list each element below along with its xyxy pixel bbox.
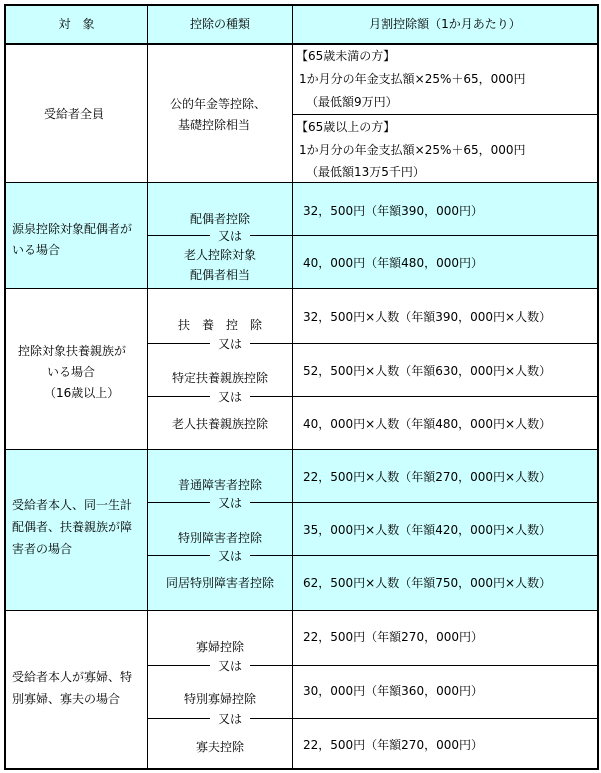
- amount-all-4: 【65歳以上の方】: [296, 120, 396, 134]
- target-dis-1: 受給者本人、同一生計: [12, 498, 133, 512]
- amount-spouse-2: 40，000円（年額480，000円）: [303, 256, 483, 270]
- target-dep-3: （16歳以上）: [44, 386, 120, 400]
- header-divider: [4, 43, 599, 45]
- amount-dep-1: 32，500円×人数（年額390，000円×人数）: [303, 310, 552, 324]
- or-wid-1: 又は: [210, 659, 250, 673]
- border-right: [597, 4, 599, 770]
- amount-dis-3: 62，500円×人数（年額750，000円×人数）: [303, 576, 552, 590]
- or-dep-2: 又は: [210, 390, 250, 404]
- kind-wid-1: 寡婦控除: [195, 640, 244, 654]
- target-wid-1: 受給者本人が寡婦、特: [12, 670, 133, 684]
- kind-wid-3: 寡夫控除: [195, 740, 244, 754]
- kind-dis-2: 特別障害者控除: [177, 531, 262, 545]
- target-dis-3: 害者の場合: [12, 542, 73, 556]
- amount-divider-all: [292, 114, 599, 115]
- target-spouse-2: いる場合: [12, 243, 61, 257]
- kind-dis-3: 同居特別障害者控除: [165, 576, 274, 590]
- header-kind: 控除の種類: [189, 17, 250, 31]
- kind-wid-2: 特別寡婦控除: [183, 692, 256, 706]
- header-target: 対 象: [58, 17, 95, 31]
- col-divider-1: [147, 4, 148, 770]
- border-bottom: [4, 768, 599, 770]
- kind-all-1: 公的年金等控除、: [170, 97, 267, 111]
- amount-dep-3: 40，000円×人数（年額480，000円×人数）: [303, 417, 552, 431]
- amount-wid-2: 30，000円（年額360，000円）: [303, 684, 483, 698]
- amount-dis-1: 22，500円×人数（年額270，000円×人数）: [303, 470, 552, 484]
- kind-dep-2: 特定扶養親族控除: [171, 371, 268, 385]
- target-dep-2: いる場合: [47, 365, 96, 379]
- amount-all-1: 【65歳未満の方】: [296, 49, 396, 63]
- kind-dis-1: 普通障害者控除: [177, 478, 262, 492]
- col-divider-2: [292, 4, 293, 770]
- kind-spouse-2b: 配偶者相当: [189, 268, 250, 282]
- or-spouse: 又は: [210, 229, 250, 243]
- row-divider-4: [4, 610, 599, 611]
- amount-all-5: 1か月分の年金支払額×25%＋65，000円: [299, 143, 526, 157]
- row-divider-3: [4, 449, 599, 450]
- or-dis-2: 又は: [210, 549, 250, 563]
- border-top: [4, 4, 599, 6]
- amount-spouse-1: 32，500円（年額390，000円）: [303, 204, 483, 218]
- kind-dep-1: 扶 養 控 除: [177, 318, 262, 332]
- header-amount: 月割控除額（1か月あたり）: [369, 17, 521, 31]
- kind-spouse-2a: 老人控除対象: [183, 248, 256, 262]
- kind-all-2: 基礎控除相当: [178, 118, 251, 132]
- amount-all-6: （最低額13万5千円）: [306, 165, 425, 179]
- or-wid-2: 又は: [210, 712, 250, 726]
- kind-dep-3: 老人扶養親族控除: [171, 417, 268, 431]
- amount-all-3: （最低額9万円）: [306, 95, 398, 109]
- target-dis-2: 配偶者、扶養親族が障: [12, 520, 133, 534]
- amount-wid-1: 22，500円（年額270，000円）: [303, 630, 483, 644]
- target-all: 受給者全員: [44, 107, 105, 121]
- target-spouse-1: 源泉控除対象配偶者が: [12, 222, 133, 236]
- row-divider-2: [4, 288, 599, 289]
- target-dep-1: 控除対象扶養親族が: [18, 344, 127, 358]
- target-wid-2: 別寡婦、寡夫の場合: [12, 692, 121, 706]
- amount-wid-3: 22，500円（年額270，000円）: [303, 738, 483, 752]
- kind-spouse-1: 配偶者控除: [189, 212, 250, 226]
- or-dis-1: 又は: [210, 496, 250, 510]
- amount-dis-2: 35，000円×人数（年額420，000円×人数）: [303, 523, 552, 537]
- row-divider-1: [4, 182, 599, 183]
- or-dep-1: 又は: [210, 337, 250, 351]
- amount-all-2: 1か月分の年金支払額×25%＋65，000円: [299, 72, 526, 86]
- border-left: [4, 4, 6, 770]
- amount-dep-2: 52，500円×人数（年額630，000円×人数）: [303, 364, 552, 378]
- spouse-row-bg: [5, 183, 598, 289]
